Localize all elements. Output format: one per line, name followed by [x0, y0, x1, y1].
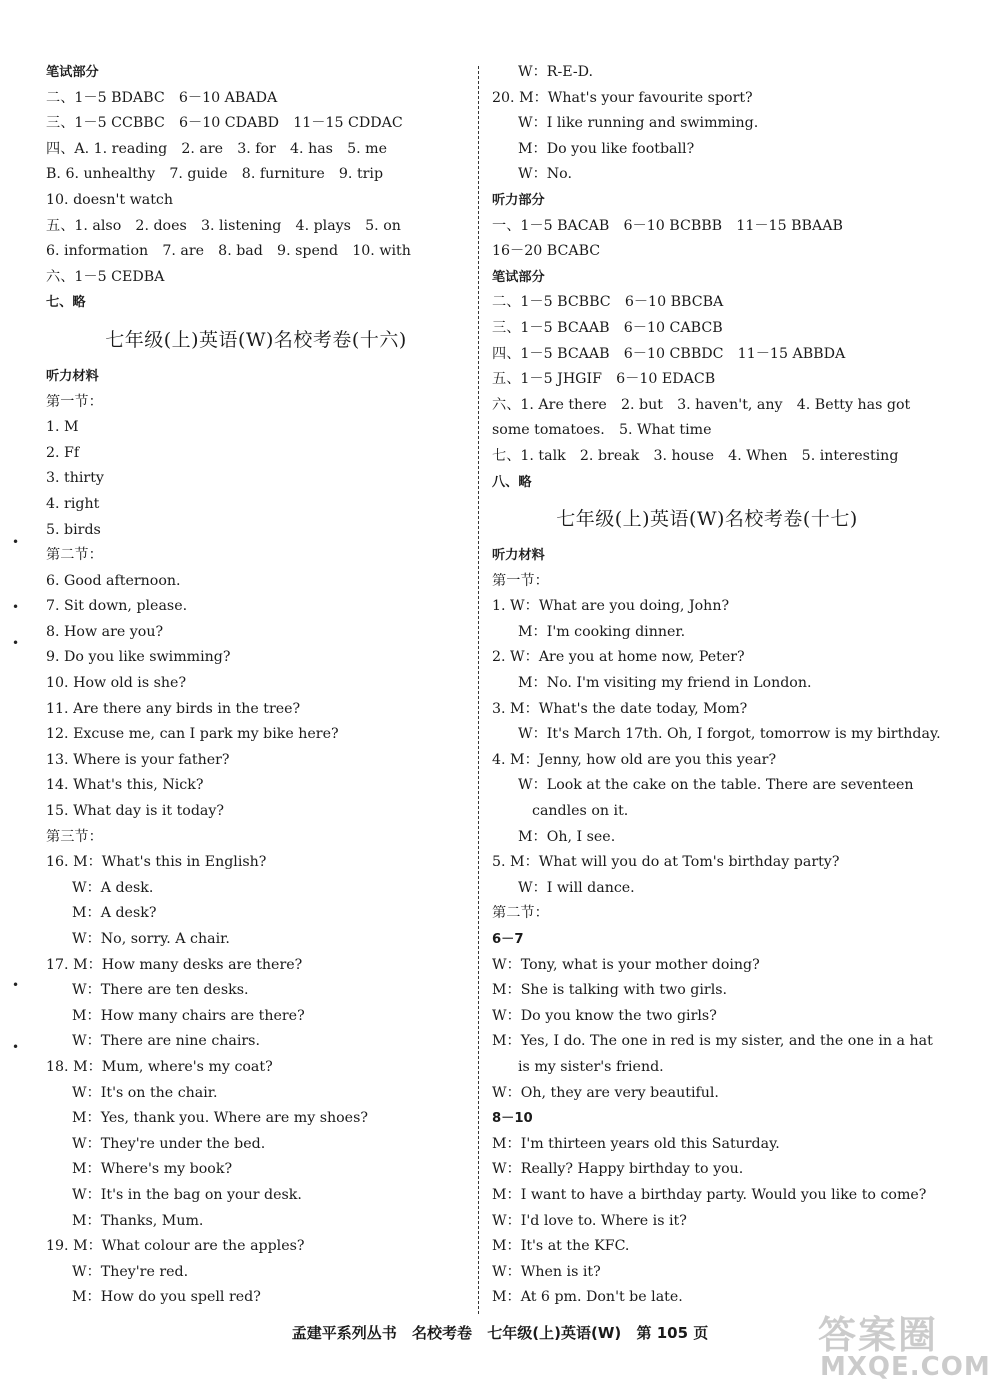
section-title: 七年级(上)英语(W)名校考卷(十七): [556, 508, 858, 531]
text-line: M：Yes, thank you. Where are my shoes?: [72, 1110, 368, 1127]
watermark-logo: [808, 1304, 991, 1384]
text-line: W：There are nine chairs.: [72, 1033, 260, 1050]
text-line: W：Look at the cake on the table. There are seventeen: [518, 777, 914, 794]
text-line: 14. What's this, Nick?: [46, 777, 204, 794]
text-line: 三、1－5 CCBBC 6－10 CDABD 11－15 CDDAC: [46, 115, 403, 132]
text-line: some tomatoes. 5. What time: [492, 422, 712, 439]
text-line: M：I want to have a birthday party. Would you like to come?: [492, 1186, 927, 1203]
text-line: 3. thirty: [46, 470, 104, 487]
section-heading: 笔试部分: [492, 269, 545, 285]
section-heading: 八、略: [492, 474, 532, 490]
text-line: 4. M：Jenny, how old are you this year?: [492, 751, 777, 768]
text-line: 6. information 7. are 8. bad 9. spend 10. with: [46, 243, 411, 260]
text-line: 13. Where is your father?: [46, 751, 230, 768]
text-line: 15. What day is it today?: [46, 803, 225, 820]
text-line: W：A desk.: [72, 879, 154, 896]
text-line: W：R-E-D.: [518, 64, 594, 80]
text-line: 6. Good afternoon.: [46, 572, 181, 589]
text-line: W：No.: [518, 166, 572, 183]
text-line: 一、1－5 BACAB 6－10 BCBBB 11－15 BBAAB: [492, 217, 843, 234]
text-line: is my sister's friend.: [518, 1058, 664, 1075]
text-line: 六、1. Are there 2. but 3. haven't, any 4. Betty has got: [492, 396, 911, 413]
text-line: W：Do you know the two girls?: [492, 1007, 717, 1024]
footer-book: 名校考卷: [412, 1324, 473, 1342]
text-line: 2. Ff: [46, 444, 80, 461]
text-line: 18. M：Mum, where's my coat?: [46, 1058, 273, 1075]
text-line: M：Yes, I do. The one in red is my sister, and the one in a hat: [492, 1033, 933, 1050]
text-line: 2. W：Are you at home now, Peter?: [492, 649, 745, 666]
text-line: 第二节：: [492, 905, 549, 922]
margin-dot: •: [12, 978, 20, 992]
margin-dot: •: [12, 535, 20, 549]
text-line: W：It's March 17th. Oh, I forgot, tomorrow is my birthday.: [518, 726, 941, 743]
text-line: W：I'd love to. Where is it?: [492, 1212, 687, 1229]
text-line: 19. M：What colour are the apples?: [46, 1238, 305, 1255]
text-line: 8. How are you?: [46, 623, 164, 640]
text-line: 3. M：What's the date today, Mom?: [492, 700, 748, 717]
text-line: 七、1. talk 2. break 3. house 4. When 5. interesting: [492, 447, 899, 464]
text-line: 11. Are there any birds in the tree?: [46, 700, 301, 717]
text-line: 三、1－5 BCAAB 6－10 CABCB: [492, 319, 723, 336]
text-line: 二、1－5 BCBBC 6－10 BBCBA: [492, 294, 724, 311]
watermark-top-text: 答案圈: [818, 1313, 939, 1357]
text-line: 第二节：: [46, 547, 103, 564]
text-line: M：She is talking with two girls.: [492, 982, 728, 999]
text-line: 五、1. also 2. does 3. listening 4. plays 5. on: [46, 217, 401, 234]
text-line: W：I like running and swimming.: [518, 115, 759, 132]
text-line: 四、1－5 BCAAB 6－10 CBBDC 11－15 ABBDA: [492, 345, 846, 362]
text-line: 六、1－5 CEDBA: [46, 268, 165, 285]
text-line: M：I'm cooking dinner.: [518, 623, 686, 640]
text-line: 第一节：: [492, 572, 549, 589]
text-line: 16. M：What's this in English?: [46, 854, 267, 871]
text-line: W：When is it?: [492, 1263, 601, 1280]
text-line: W：No, sorry. A chair.: [72, 931, 230, 947]
section-heading: 听力材料: [492, 548, 545, 564]
text-line: 二、1－5 BDABC 6－10 ABADA: [46, 89, 278, 106]
text-line: M：A desk?: [72, 905, 157, 922]
margin-dot: •: [12, 600, 20, 614]
text-line: 4. right: [46, 495, 100, 512]
text-line: W：They're under the bed.: [72, 1135, 266, 1152]
text-line: M：I'm thirteen years old this Saturday.: [492, 1135, 780, 1152]
left-column: [46, 60, 466, 1311]
text-line: M：Oh, I see.: [518, 828, 616, 845]
text-line: M：No. I'm visiting my friend in London.: [518, 675, 812, 692]
text-line: 10. How old is she?: [46, 675, 187, 692]
text-line: 五、1－5 JHGIF 6－10 EDACB: [492, 371, 716, 388]
text-line: M：How many chairs are there?: [72, 1007, 305, 1024]
text-line: 16－20 BCABC: [492, 243, 601, 260]
section-title: 七年级(上)英语(W)名校考卷(十六): [105, 328, 407, 351]
text-line: M：At 6 pm. Don't be late.: [492, 1289, 683, 1306]
text-line: 四、A. 1. reading 2. are 3. for 4. has 5. me: [46, 140, 388, 157]
text-line: 20. M：What's your favourite sport?: [492, 89, 753, 106]
text-line: 第一节：: [46, 393, 103, 410]
text-line: 10. doesn't watch: [46, 191, 174, 208]
text-line: W：They're red.: [72, 1263, 189, 1280]
text-line: 第三节：: [46, 828, 103, 845]
text-line: 9. Do you like swimming?: [46, 649, 231, 666]
text-line: W：There are ten desks.: [72, 982, 249, 999]
text-line: W：Really? Happy birthday to you.: [492, 1161, 744, 1178]
text-line: 17. M：How many desks are there?: [46, 956, 303, 973]
margin-dot: •: [12, 636, 20, 650]
section-heading: 七、略: [46, 295, 86, 311]
footer-series: 孟建平系列丛书: [291, 1324, 397, 1342]
text-line: M：Do you like football?: [518, 140, 695, 157]
text-line: 1. M: [46, 419, 79, 436]
section-heading: 听力部分: [492, 192, 545, 208]
text-line: candles on it.: [532, 803, 629, 820]
text-line: W：I will dance.: [518, 879, 635, 896]
margin-dot: •: [12, 1040, 20, 1054]
text-line: M：Thanks, Mum.: [72, 1212, 204, 1229]
footer-subject: 七年级(上)英语(W): [487, 1324, 622, 1342]
text-line: 7. Sit down, please.: [46, 598, 188, 615]
section-heading: 8－10: [492, 1111, 533, 1127]
text-line: W：It's on the chair.: [72, 1084, 218, 1101]
text-line: M：Where's my book?: [72, 1161, 233, 1178]
watermark-bottom-text: MXQE.COM: [820, 1352, 991, 1382]
section-heading: 听力材料: [46, 368, 99, 384]
text-line: 12. Excuse me, can I park my bike here?: [46, 726, 339, 743]
section-heading: 笔试部分: [46, 65, 99, 80]
footer-page-number: 第 105 页: [636, 1324, 709, 1342]
text-line: B. 6. unhealthy 7. guide 8. furniture 9. trip: [46, 166, 384, 183]
text-line: 1. W：What are you doing, John?: [492, 598, 730, 615]
text-line: W：Tony, what is your mother doing?: [492, 956, 760, 973]
right-column: [492, 60, 941, 1311]
text-line: 5. birds: [46, 521, 101, 538]
text-line: W：It's in the bag on your desk.: [72, 1186, 302, 1203]
text-line: M：How do you spell red?: [72, 1289, 261, 1306]
section-heading: 6－7: [492, 932, 524, 947]
text-line: 5. M：What will you do at Tom's birthday party?: [492, 854, 840, 871]
text-line: W：Oh, they are very beautiful.: [492, 1084, 719, 1101]
column-divider: [478, 66, 479, 1314]
text-line: M：It's at the KFC.: [492, 1238, 630, 1255]
